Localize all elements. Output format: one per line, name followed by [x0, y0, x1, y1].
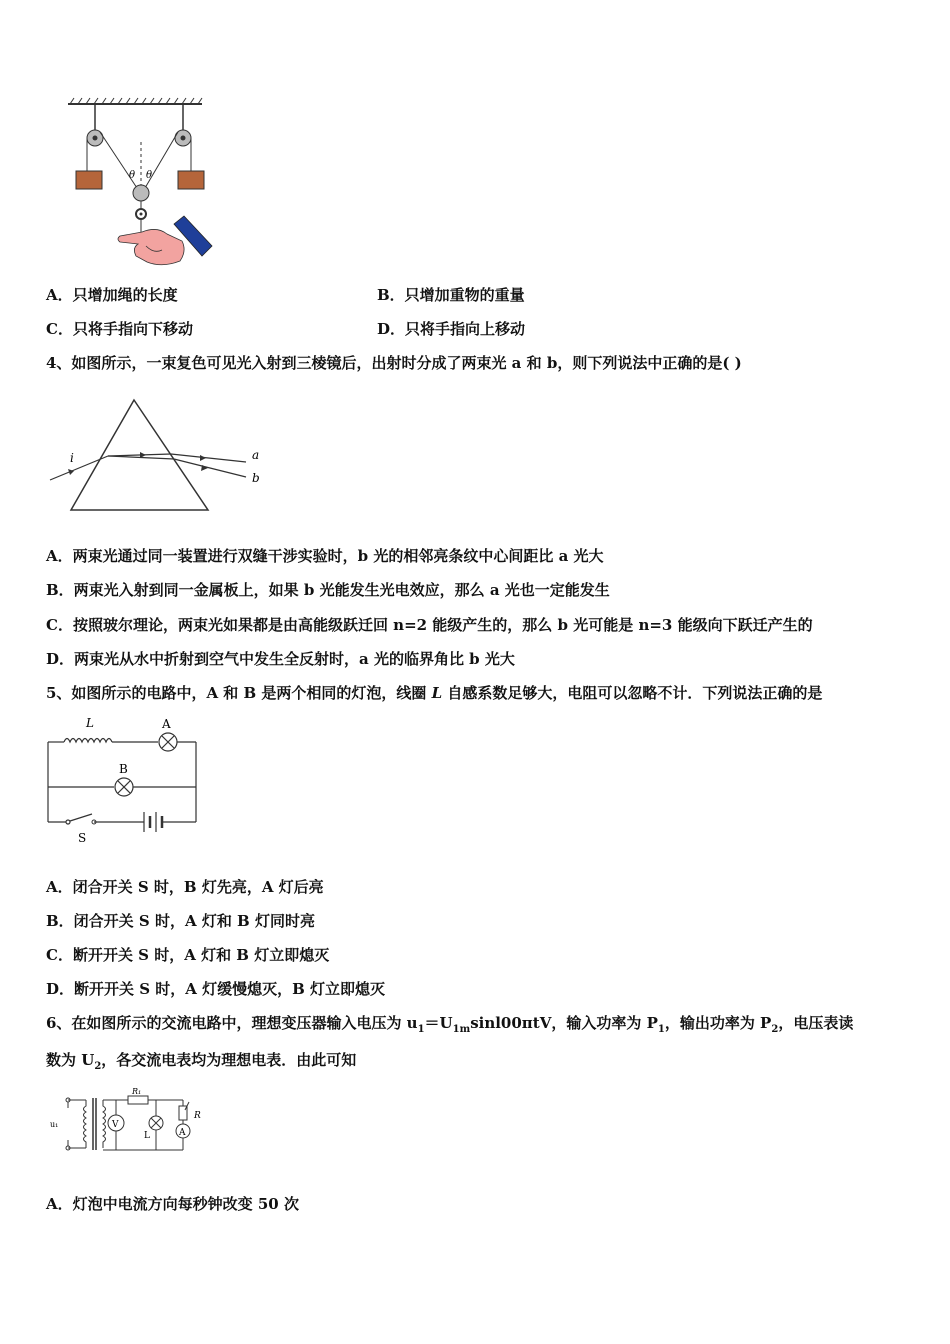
ray-label-a: a	[252, 448, 260, 462]
incident-label-i: i	[70, 451, 74, 465]
switch-s	[70, 814, 92, 821]
prism-figure	[46, 396, 271, 518]
q5-stem	[46, 683, 822, 703]
q6-stem-line1: 6、在如图所示的交流电路中，理想变压器输入电压为 $u_1=U_{1m}\sin l00\pi tV$，输入功率为 $P_1$，输出功率为 $P_2$，电压表读	[46, 1014, 854, 1035]
hand-icon	[118, 216, 212, 265]
resistor-r1	[128, 1096, 148, 1104]
q5-option-b: B．闭合开关 S 时，A 灯和 B 灯同时亮	[46, 912, 315, 930]
pulley-figure	[62, 96, 222, 274]
moving-pulley	[133, 185, 149, 201]
secondary-coil	[103, 1100, 106, 1148]
right-weight	[178, 171, 204, 189]
label-S: S	[78, 831, 87, 845]
theta-right-label: θ	[146, 170, 153, 181]
q4-option-d: D．两束光从水中折射到空气中发生全反射时，a 光的临界角比 b 光大	[46, 650, 515, 668]
label-l: L	[144, 1131, 150, 1141]
ammeter-label: A	[179, 1128, 186, 1138]
q6-option-a: A．灯泡中电流方向每秒钟改变 50 次	[46, 1195, 299, 1213]
label-r: R	[194, 1111, 201, 1121]
q3-option-b: B．只增加重物的重量	[377, 286, 525, 304]
q5-option-c: C．断开开关 S 时，A 灯和 B 灯立即熄灭	[46, 946, 330, 964]
q5-stem-L: L	[431, 684, 443, 702]
q4-stem: 4、如图所示，一束复色可见光入射到三棱镜后，出射时分成了两束光 a 和 b，则下列说法中正确的是( )	[46, 354, 742, 372]
primary-coil	[84, 1100, 87, 1148]
circuit-figure-q5	[44, 712, 204, 847]
label-B: B	[119, 762, 128, 776]
voltmeter-label: V	[112, 1120, 119, 1130]
label-r1: R₁	[132, 1088, 142, 1096]
q5-stem-part1: 5、如图所示的电路中，A 和 B 是两个相同的灯泡，线圈	[46, 684, 432, 702]
q5-stem-part2: 自感系数足够大，电阻可以忽略不计．下列说法正确的是	[442, 684, 823, 702]
transformer-circuit-figure	[48, 1088, 218, 1158]
q4-option-a: A．两束光通过同一装置进行双缝干涉实验时，b 光的相邻亮条纹中心间距比 a 光大	[46, 547, 604, 565]
q6-stem-line2: 数为 $U_2$，各交流电表均为理想电表．由此可知	[46, 1051, 357, 1072]
label-A: A	[162, 717, 171, 731]
q3-option-a: A．只增加绳的长度	[46, 286, 178, 304]
q4-option-b: B．两束光入射到同一金属板上，如果 b 光能发生光电效应，那么 a 光也一定能发生	[46, 581, 610, 599]
q5-option-a: A．闭合开关 S 时，B 灯先亮，A 灯后亮	[46, 878, 324, 896]
label-L: L	[86, 716, 94, 730]
q5-option-d: D．断开开关 S 时，A 灯缓慢熄灭，B 灯立即熄灭	[46, 980, 386, 998]
q4-option-c: C．按照玻尔理论，两束光如果都是由高能级跃迁回 n=2 能级产生的，那么 b 光可能是 n=3 能级向下跃迁产生的	[46, 616, 813, 634]
inductor-coil	[64, 739, 112, 743]
q3-option-d: D．只将手指向上移动	[377, 320, 526, 338]
theta-left-label: θ	[129, 170, 136, 181]
ray-label-b: b	[252, 471, 260, 485]
q3-option-c: C．只将手指向下移动	[46, 320, 193, 338]
label-u1: u₁	[50, 1120, 59, 1129]
left-weight	[76, 171, 102, 189]
ceiling	[68, 98, 202, 104]
